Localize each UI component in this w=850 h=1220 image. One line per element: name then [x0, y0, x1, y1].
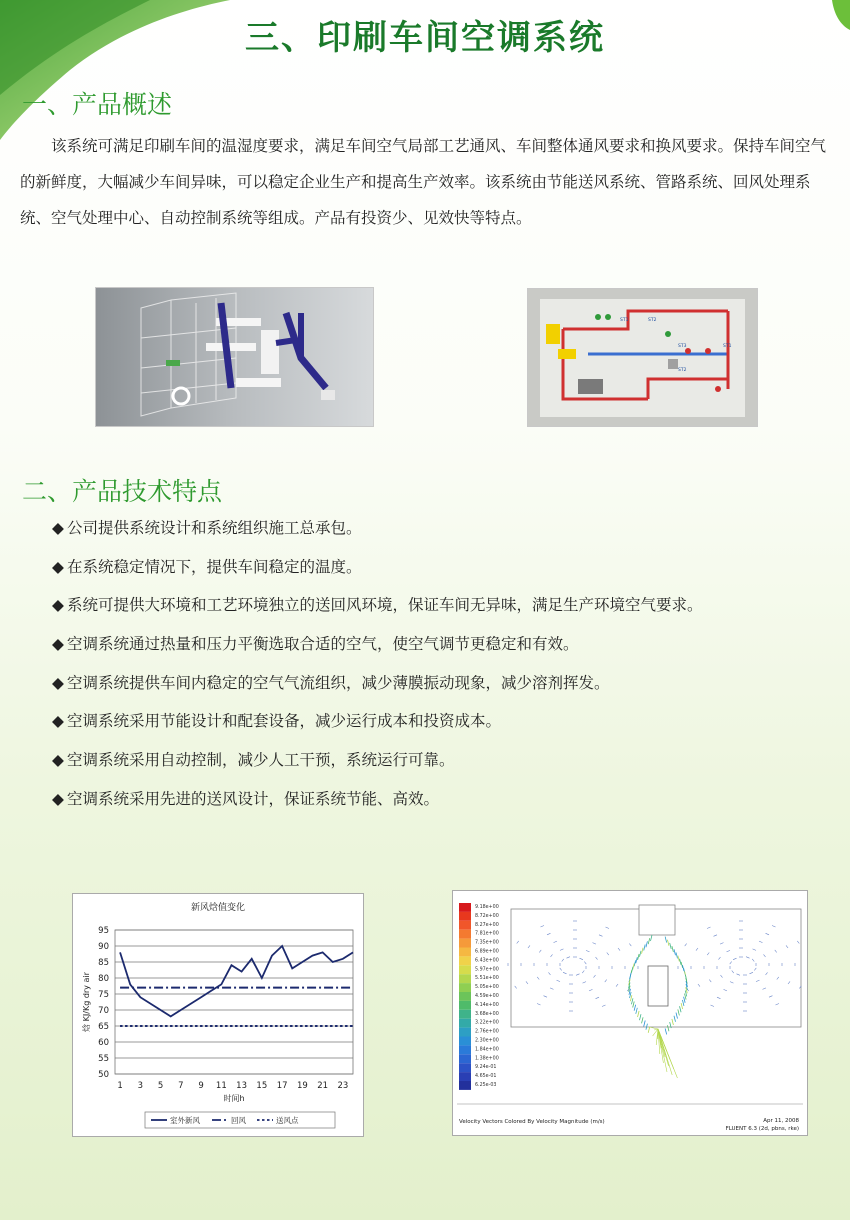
colorbar-swatch: [459, 1028, 471, 1037]
colorbar-value: 3.22e+00: [475, 1020, 499, 1026]
x-tick-label: 17: [276, 1081, 288, 1091]
colorbar-swatch: [459, 1054, 471, 1063]
x-tick-label: 11: [215, 1081, 227, 1091]
x-tick-label: 1: [117, 1081, 123, 1091]
colorbar-value: 7.35e+00: [475, 940, 499, 946]
y-tick-label: 95: [98, 926, 109, 936]
overview-paragraph: 该系统可满足印刷车间的温湿度要求，满足车间空气局部工艺通风、车间整体通风要求和换风要求。保持车间空气的新鲜度，大幅减少车间异味，可以稳定企业生产和提高生产效率。该系统由节能送风系统、管路系统、回风处理系统、空气处理中心、自动控制系统等组成。产品有投资少、见效快等特点。: [20, 137, 827, 227]
feature-item: [52, 593, 832, 632]
x-tick-label: 19: [296, 1081, 308, 1091]
y-tick-label: 70: [98, 1006, 109, 1016]
plot-area: [115, 930, 353, 1074]
diamond-bullet-icon: ◆: [52, 557, 64, 576]
colorbar-value: 3.68e+00: [475, 1011, 499, 1017]
colorbar-value: 6.43e+00: [475, 958, 499, 964]
feature-text: 公司提供系统设计和系统组织施工总承包。: [67, 519, 362, 537]
colorbar-swatch: [459, 948, 471, 957]
section-heading-overview: 一、产品概述: [22, 90, 173, 119]
enthalpy-chart: [72, 893, 364, 1137]
control-panel-photo: [527, 288, 758, 427]
diamond-bullet-icon: ◆: [52, 789, 64, 808]
feature-text: 空调系统采用先进的送风设计，保证系统节能、高效。: [67, 789, 440, 808]
colorbar-value: 5.97e+00: [475, 967, 499, 973]
colorbar-value: 2.76e+00: [475, 1029, 499, 1035]
colorbar-swatch: [459, 965, 471, 974]
diamond-bullet-icon: ◆: [52, 635, 64, 654]
enthalpy-chart-canvas: [73, 894, 363, 1136]
colorbar-value: 9.24e-01: [475, 1065, 497, 1071]
colorbar-value: 8.27e+00: [475, 922, 499, 928]
y-tick-label: 85: [98, 958, 109, 968]
cfd-obstacle: [648, 966, 668, 1006]
colorbar-swatch: [459, 983, 471, 992]
colorbar-swatch: [459, 1019, 471, 1028]
colorbar-value: 4.59e+00: [475, 994, 499, 999]
feature-item: [52, 555, 832, 594]
colorbar-swatch: [459, 939, 471, 948]
y-tick-label: 75: [98, 990, 109, 1000]
x-axis-label: 时间h: [223, 1094, 245, 1103]
legend-label: 送风点: [276, 1116, 299, 1125]
diamond-bullet-icon: ◆: [52, 712, 64, 731]
colorbar-value: 1.38e+00: [475, 1056, 499, 1062]
colorbar-swatch: [459, 930, 471, 939]
chart-title: 新风焓值变化: [190, 903, 246, 913]
colorbar-value: 8.72e+00: [475, 913, 499, 919]
diamond-bullet-icon: ◆: [52, 519, 64, 537]
feature-list: [52, 516, 832, 826]
duct-model-photo: [95, 287, 374, 427]
feature-text: 在系统稳定情况下，提供车间稳定的温度。: [67, 557, 362, 576]
legend-label: 回风: [231, 1116, 246, 1125]
feature-item: [52, 632, 832, 671]
feature-item: [52, 748, 832, 787]
panel-label: ST2: [678, 368, 687, 373]
colorbar-swatch: [459, 1010, 471, 1019]
feature-item: [52, 671, 832, 710]
series-line: [120, 946, 353, 1016]
panel-label: ST1: [723, 344, 732, 349]
colorbar-swatch: [459, 992, 471, 1001]
colorbar-value: 7.81e+00: [475, 931, 499, 937]
cfd-footer-caption: Velocity Vectors Colored By Velocity Magnitude (m/s): [459, 1119, 605, 1125]
page-title: 三、印刷车间空调系统: [245, 18, 605, 58]
colorbar-value: 5.05e+00: [475, 985, 499, 991]
x-tick-label: 23: [337, 1081, 349, 1091]
colorbar-swatch: [459, 1045, 471, 1054]
cfd-colorbar: [459, 903, 499, 1090]
y-tick-label: 50: [98, 1070, 109, 1080]
cfd-velocity-canvas: [453, 891, 807, 1135]
colorbar-swatch: [459, 1081, 471, 1090]
y-tick-label: 65: [98, 1022, 109, 1032]
panel-label: ST3: [678, 344, 687, 349]
section-heading-features: 二、产品技术特点: [22, 477, 223, 506]
colorbar-swatch: [459, 1037, 471, 1046]
cfd-footer-version: FLUENT 6.3 (2d, pbns, rke): [725, 1126, 799, 1132]
x-tick-label: 21: [317, 1081, 329, 1091]
x-tick-label: 7: [178, 1081, 184, 1091]
y-tick-label: 55: [98, 1054, 109, 1064]
colorbar-value: 4.65e-01: [475, 1074, 497, 1080]
y-tick-label: 60: [98, 1038, 109, 1048]
diamond-bullet-icon: ◆: [52, 673, 64, 692]
y-axis-label: 焓 KJ/Kg dry air: [82, 972, 91, 1032]
panel-label: ST2: [648, 318, 657, 323]
feature-text: 系统可提供大环境和工艺环境独立的送回风环境，保证车间无异味，满足生产环境空气要求。: [67, 596, 703, 615]
cfd-footer-date: Apr 11, 2008: [763, 1118, 799, 1124]
feature-text: 空调系统采用自动控制，减少人工干预，系统运行可靠。: [67, 751, 455, 770]
x-tick-label: 5: [157, 1081, 164, 1091]
diamond-bullet-icon: ◆: [52, 596, 64, 615]
feature-item: [52, 516, 832, 555]
colorbar-swatch: [459, 921, 471, 930]
colorbar-value: 9.18e+00: [475, 905, 499, 910]
feature-item: [52, 709, 832, 748]
legend-label: 室外新风: [170, 1116, 200, 1125]
colorbar-value: 6.25e-03: [475, 1083, 497, 1088]
feature-text: 空调系统提供车间内稳定的空气气流组织，减少薄膜振动现象，减少溶剂挥发。: [67, 673, 610, 692]
colorbar-value: 4.14e+00: [475, 1002, 499, 1008]
colorbar-swatch: [459, 912, 471, 921]
feature-text: 空调系统通过热量和压力平衡选取合适的空气，使空气调节更稳定和有效。: [67, 635, 579, 654]
colorbar-swatch: [459, 903, 471, 912]
colorbar-swatch: [459, 956, 471, 965]
x-tick-label: 15: [256, 1081, 268, 1091]
x-tick-label: 13: [236, 1081, 248, 1091]
cfd-inlet: [639, 905, 675, 935]
feature-text: 空调系统采用节能设计和配套设备，减少运行成本和投资成本。: [67, 712, 502, 731]
colorbar-swatch: [459, 1072, 471, 1081]
colorbar-value: 1.84e+00: [475, 1047, 499, 1053]
feature-item: [52, 787, 832, 826]
x-tick-label: 9: [198, 1081, 204, 1091]
diamond-bullet-icon: ◆: [52, 751, 64, 770]
colorbar-swatch: [459, 974, 471, 983]
cfd-velocity-image: [452, 890, 808, 1136]
panel-label: ST1: [620, 318, 629, 323]
colorbar-swatch: [459, 1063, 471, 1072]
x-tick-label: 3: [137, 1081, 144, 1091]
y-tick-label: 80: [98, 974, 109, 984]
y-tick-label: 90: [98, 942, 109, 952]
colorbar-swatch: [459, 1001, 471, 1010]
colorbar-value: 5.51e+00: [475, 976, 499, 982]
colorbar-value: 6.89e+00: [475, 949, 499, 955]
colorbar-value: 2.30e+00: [475, 1038, 499, 1044]
